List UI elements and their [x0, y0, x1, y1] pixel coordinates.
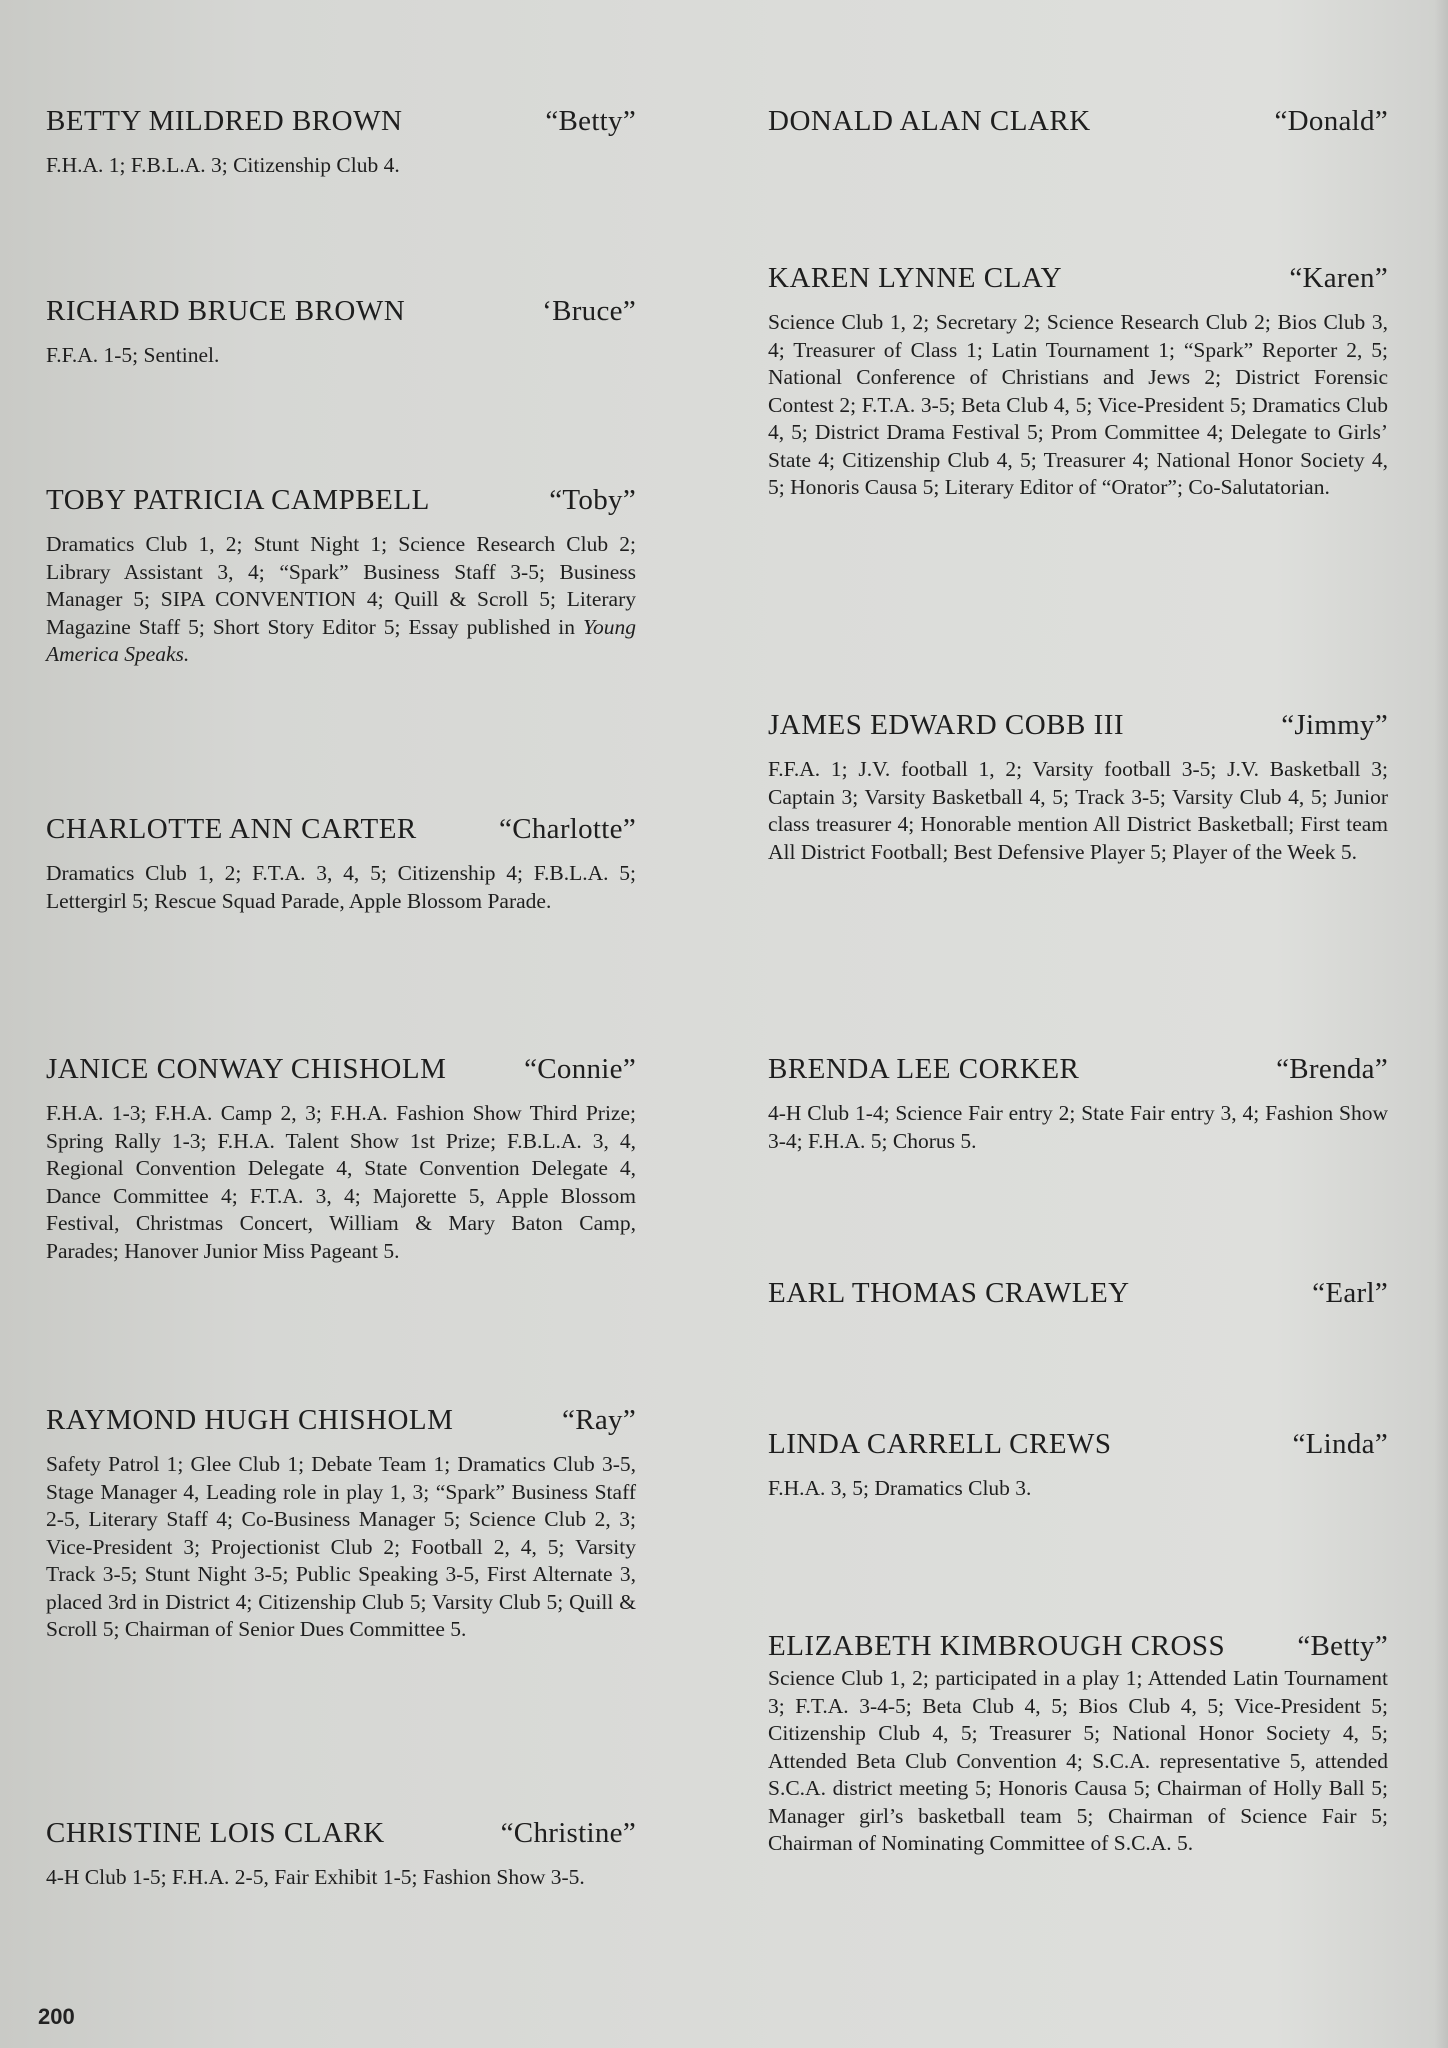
- senior-activities: F.H.A. 1; F.B.L.A. 3; Citizenship Club 4.: [46, 153, 400, 177]
- entry-header: [768, 708, 1388, 742]
- senior-nickname: “Linda”: [1292, 1428, 1388, 1460]
- senior-nickname: ‘Bruce”: [542, 295, 636, 327]
- entry-header: [46, 483, 636, 517]
- senior-nickname: “Charlotte”: [499, 813, 636, 845]
- entry-header: [768, 1052, 1388, 1086]
- senior-nickname: “Christine”: [500, 1817, 636, 1849]
- senior-entry-donald-clark: [768, 104, 1388, 152]
- senior-entry-raymond-chisholm: [46, 1403, 636, 1644]
- senior-entry-linda-crews: [768, 1427, 1388, 1503]
- entry-header: [768, 1629, 1388, 1663]
- senior-entry-charlotte-carter: [46, 812, 636, 915]
- page-fold-shadow: [1434, 0, 1448, 2048]
- senior-entry-janice-chisholm: [46, 1052, 636, 1265]
- senior-name: RAYMOND HUGH CHISHOLM: [46, 1404, 454, 1436]
- senior-entry-toby-campbell: [46, 483, 636, 669]
- senior-activities: Science Club 1, 2; participated in a play 1; Attended Latin Tournament 3; F.T.A. 3-4-5; Beta Club 4, 5; Bios Club 4, 5; Vice-President 5; Citizenship Club 4, 5; Treasurer 5; National Honor Society 4, 5; Attended Beta Club Convention 4; S.C.A. representative 5, attended S.C.A. district meeting 5; Honoris Causa 5; Chairman of Holly Ball 5; Manager girl’s basketball team 5; Chairman of Science Fair 5; Chairman of Nominating Committee of S.C.A. 5.: [768, 1666, 1388, 1855]
- senior-activities: Dramatics Club 1, 2; F.T.A. 3, 4, 5; Citizenship 4; F.B.L.A. 5; Lettergirl 5; Rescue Squad Parade, Apple Blossom Parade.: [46, 861, 636, 913]
- entry-header: [768, 1427, 1388, 1461]
- senior-nickname: “Brenda”: [1276, 1053, 1388, 1085]
- senior-entry-james-cobb: [768, 708, 1388, 866]
- senior-name: ELIZABETH KIMBROUGH CROSS: [768, 1630, 1226, 1662]
- senior-activities: 4-H Club 1-5; F.H.A. 2-5, Fair Exhibit 1-5; Fashion Show 3-5.: [46, 1865, 585, 1889]
- senior-activities: Safety Patrol 1; Glee Club 1; Debate Team 1; Dramatics Club 3-5, Stage Manager 4, Leading role in play 1, 3; “Spark” Business Staff 2-5, Literary Staff 4; Co-Business Manager 5; Science Club 2, 3; Vice-President 3; Projectionist Club 2; Football 2, 4, 5; Varsity Track 3-5; Stunt Night 3-5; Public Speaking 3-5, First Alternate 3, placed 3rd in District 4; Citizenship Club 5; Varsity Club 5; Quill & Scroll 5; Chairman of Senior Dues Committee 5.: [46, 1452, 636, 1641]
- senior-activities: 4-H Club 1-4; Science Fair entry 2; State Fair entry 3, 4; Fashion Show 3-4; F.H.A. 5; Chorus 5.: [768, 1101, 1388, 1153]
- entry-header: [46, 294, 636, 328]
- senior-activities: F.F.A. 1-5; Sentinel.: [46, 343, 220, 367]
- senior-name: JANICE CONWAY CHISHOLM: [46, 1053, 447, 1085]
- activities-text: Dramatics Club 1, 2; Stunt Night 1; Science Research Club 2; Library Assistant 3, 4; “Spark” Business Staff 3-5; Business Manager 5; SIPA CONVENTION 4; Quill & Scroll 5; Literary Magazine Staff 5; Short Story Editor 5; Essay published in: [46, 532, 636, 639]
- senior-activities: Science Club 1, 2; Secretary 2; Science Research Club 2; Bios Club 3, 4; Treasurer of Class 1; Latin Tournament 1; “Spark” Reporter 2, 5; National Conference of Christians and Jews 2; District Forensic Contest 2; F.T.A. 3-5; Beta Club 4, 5; Vice-President 5; Dramatics Club 4, 5; District Drama Festival 5; Prom Committee 4; Delegate to Girls’ State 4; Citizenship Club 4, 5; Treasurer 4; National Honor Society 4, 5; Honoris Causa 5; Literary Editor of “Orator”; Co-Salutatorian.: [768, 310, 1388, 499]
- entry-header: [46, 812, 636, 846]
- entry-header: [46, 1816, 636, 1850]
- senior-nickname: “Betty”: [1297, 1630, 1388, 1662]
- senior-name: LINDA CARRELL CREWS: [768, 1428, 1112, 1460]
- senior-activities: F.F.A. 1; J.V. football 1, 2; Varsity football 3-5; J.V. Basketball 3; Captain 3; Varsity Basketball 4, 5; Track 3-5; Varsity Club 4, 5; Junior class treasurer 4; Honorable mention All District Basketball; First team All District Football; Best Defensive Player 5; Player of the Week 5.: [768, 757, 1388, 864]
- entry-header: [768, 1276, 1388, 1310]
- senior-activities: F.H.A. 3, 5; Dramatics Club 3.: [768, 1476, 1032, 1500]
- senior-name: EARL THOMAS CRAWLEY: [768, 1277, 1130, 1309]
- senior-nickname: “Connie”: [524, 1053, 636, 1085]
- senior-name: KAREN LYNNE CLAY: [768, 262, 1063, 294]
- senior-name: DONALD ALAN CLARK: [768, 105, 1091, 137]
- senior-nickname: “Jimmy”: [1281, 709, 1388, 741]
- senior-nickname: “Ray”: [562, 1404, 636, 1436]
- senior-entry-brenda-corker: [768, 1052, 1388, 1155]
- senior-entry-betty-brown: [46, 104, 636, 180]
- publication-title: Young America Speaks.: [46, 614, 636, 666]
- entry-header: [46, 1403, 636, 1437]
- senior-name: RICHARD BRUCE BROWN: [46, 295, 406, 327]
- senior-entry-earl-crawley: [768, 1276, 1388, 1324]
- senior-name: JAMES EDWARD COBB III: [768, 709, 1125, 741]
- senior-name: CHRISTINE LOIS CLARK: [46, 1817, 385, 1849]
- entry-header: [46, 104, 636, 138]
- senior-name: BETTY MILDRED BROWN: [46, 105, 403, 137]
- page-number: 200: [38, 2004, 75, 2029]
- senior-nickname: “Toby”: [549, 484, 636, 516]
- entry-header: [768, 261, 1388, 295]
- entry-header: [768, 104, 1388, 138]
- senior-nickname: “Donald”: [1274, 105, 1388, 137]
- entry-header: [46, 1052, 636, 1086]
- senior-entry-karen-clay: [768, 261, 1388, 502]
- senior-entry-richard-brown: [46, 294, 636, 370]
- senior-activities: [46, 531, 636, 669]
- senior-entry-elizabeth-cross: [768, 1629, 1388, 1858]
- senior-activities: F.H.A. 1-3; F.H.A. Camp 2, 3; F.H.A. Fashion Show Third Prize; Spring Rally 1-3; F.H.A. Talent Show 1st Prize; F.B.L.A. 3, 4, Regional Convention Delegate 4, State Convention Delegate 4, Dance Committee 4; F.T.A. 3, 4; Majorette 5, Apple Blossom Festival, Christmas Concert, William & Mary Baton Camp, Parades; Hanover Junior Miss Pageant 5.: [46, 1101, 636, 1263]
- senior-nickname: “Earl”: [1312, 1277, 1388, 1309]
- senior-nickname: “Betty”: [545, 105, 636, 137]
- senior-entry-christine-clark: [46, 1816, 636, 1892]
- senior-name: TOBY PATRICIA CAMPBELL: [46, 484, 430, 516]
- senior-name: CHARLOTTE ANN CARTER: [46, 813, 417, 845]
- senior-nickname: “Karen”: [1289, 262, 1388, 294]
- senior-name: BRENDA LEE CORKER: [768, 1053, 1080, 1085]
